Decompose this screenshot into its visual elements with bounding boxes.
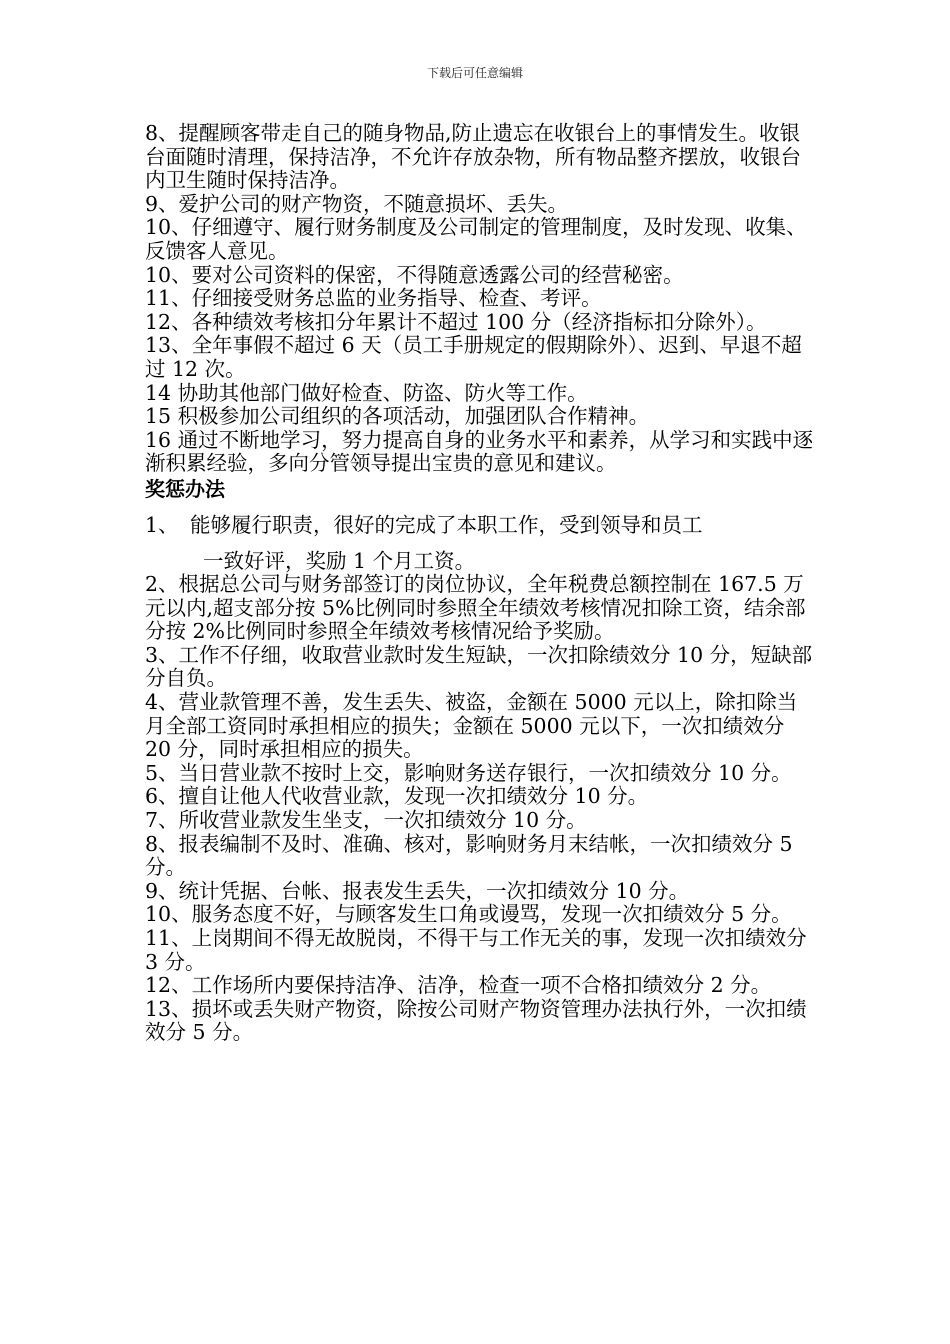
duty-item-8: 8、提醒顾客带走自己的随身物品,防止遗忘在收银台上的事情发生。收银台面随时清理，保持洁净，不允许存放杂物，所有物品整齐摆放，收银台内卫生随时保持洁净。 bbox=[145, 121, 801, 193]
page-header-note: 下载后可任意编辑 bbox=[426, 66, 523, 80]
duty-item-14: 14 协助其他部门做好检查、防盗、防火等工作。 bbox=[145, 380, 588, 405]
reward-item-7: 7、所收营业款发生坐支，一次扣绩效分 10 分。 bbox=[145, 808, 587, 833]
duty-item-10b: 10、要对公司资料的保密，不得随意透露公司的经营秘密。 bbox=[145, 262, 684, 287]
reward-item-9: 9、统计凭据、台帐、报表发生丢失，一次扣绩效分 10 分。 bbox=[145, 878, 690, 903]
duty-item-10a: 10、仔细遵守、履行财务制度及公司制定的管理制度，及时发现、收集、反馈客人意见。 bbox=[145, 215, 807, 263]
reward-item-1-line1: 能够履行职责，很好的完成了本职工作，受到领导和员工 bbox=[190, 512, 703, 537]
reward-item-11: 11、上岗期间不得无故脱岗，不得干与工作无关的事，发现一次扣绩效分 3 分。 bbox=[145, 926, 807, 974]
duty-item-9: 9、爱护公司的财产物资，不随意损坏、丢失。 bbox=[145, 191, 569, 216]
reward-item-10: 10、服务态度不好，与顾客发生口角或谩骂，发现一次扣绩效分 5 分。 bbox=[145, 902, 792, 927]
duty-item-12: 12、各种绩效考核扣分年累计不超过 100 分（经济指标扣分除外）。 bbox=[145, 309, 767, 334]
document-body bbox=[145, 122, 815, 1045]
reward-item-5: 5、当日营业款不按时上交，影响财务送存银行，一次扣绩效分 10 分。 bbox=[145, 760, 792, 785]
duty-item-13: 13、全年事假不超过 6 天（员工手册规定的假期除外）、迟到、早退不超过 12 次。 bbox=[145, 333, 802, 381]
reward-item-1-line2: 一致好评，奖励 1 个月工资。 bbox=[203, 548, 476, 573]
reward-item-8: 8、报表编制不及时、准确、核对，影响财务月末结帐，一次扣绩效分 5 分。 bbox=[145, 831, 793, 880]
section-heading-rewards: 奖惩办法 bbox=[145, 476, 225, 501]
reward-item-13: 13、损坏或丢失财产物资，除按公司财产物资管理办法执行外，一次扣绩效分 5 分。 bbox=[145, 996, 807, 1045]
reward-item-1-number: 1、 bbox=[145, 512, 179, 537]
reward-item-12: 12、工作场所内要保持洁净、洁净，检查一项不合格扣绩效分 2 分。 bbox=[145, 973, 772, 998]
reward-item-1 bbox=[145, 514, 815, 538]
duty-item-15: 15 积极参加公司组织的各项活动，加强团队合作精神。 bbox=[145, 404, 650, 429]
reward-item-6: 6、擅自让他人代收营业款，发现一次扣绩效分 10 分。 bbox=[145, 784, 649, 809]
reward-item-4: 4、营业款管理不善，发生丢失、被盗，金额在 5000 元以上，除扣除当月全部工资同时承担相应的损失；金额在 5000 元以下，一次扣绩效分 20 分，同时承担相应的损失。 bbox=[145, 690, 798, 762]
reward-item-2: 2、根据总公司与财务部签订的岗位协议，全年税费总额控制在 167.5 万元以内,超支部分按 5%比例同时参照全年绩效考核情况扣除工资，结余部分按 2%比例同时参照全年绩效考核情况给予奖励。 bbox=[145, 572, 806, 644]
reward-item-3: 3、工作不仔细，收取营业款时发生短缺，一次扣除绩效分 10 分，短缺部分自负。 bbox=[145, 642, 813, 691]
duty-item-16: 16 通过不断地学习，努力提高自身的业务水平和素养，从学习和实践中逐渐积累经验，多向分管领导提出宝贵的意见和建议。 bbox=[145, 427, 814, 476]
duty-item-11: 11、仔细接受财务总监的业务指导、检查、考评。 bbox=[145, 286, 602, 311]
